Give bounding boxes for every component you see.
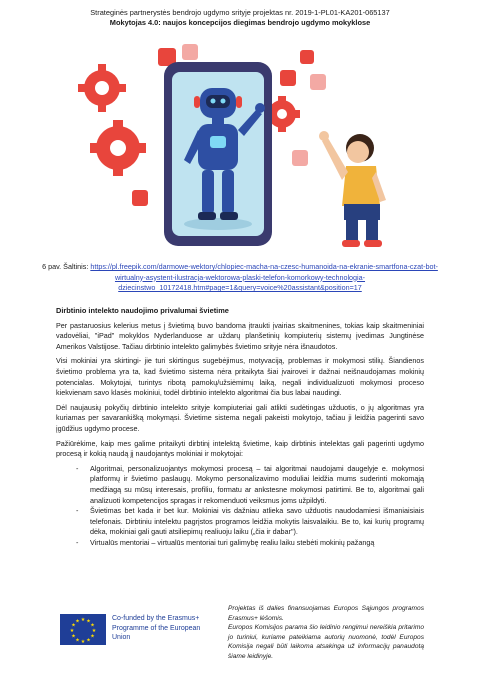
document-header	[0, 8, 480, 28]
app-tile-icon	[300, 50, 314, 64]
svg-text:★: ★	[90, 633, 95, 640]
app-tile-icon	[310, 74, 326, 90]
app-tile-icon	[182, 44, 198, 60]
page-footer	[0, 602, 480, 679]
project-title: Mokytojas 4.0: naujos koncepcijos diegimas bendrojo ugdymo mokyklose	[109, 18, 371, 27]
eu-flag-icon	[60, 614, 106, 645]
source-link[interactable]: https://pl.freepik.com/darmowe-wektory/chlopiec-macha-na-czesc-humanoida-na-ekranie-smartfona-czat-bot-wirtualny-asystent-ilustracja-wektorowa-plaski-telefon-komorkowy-technologia-dziecinstwo_10172418.htm#page=1&query=voice%20assistant&position=17	[90, 262, 438, 292]
svg-text:★: ★	[91, 628, 97, 634]
svg-text:★: ★	[80, 617, 86, 623]
robot-phone-illustration	[60, 40, 420, 258]
paragraph: Pažiūrėkime, kaip mes galime pritaikyti dirbtinį intelektą švietime, kaip dirbtinis intelektas gali pagerinti ugdymo procesą ir kokią naudą jį naudojantys mokiniai ir mokytojai:	[56, 438, 424, 459]
list-item: - Švietimas bet kada ir bet kur. Mokiniai vis dažniau atlieka savo užduotis naudodamiesi išmaniaisiais telefonais. Dirbtiniu intelektu pagrįstos programos leidžia mokytis laisvalaikiu. Be to, kai kurių programų dėka, mokiniai gali gauti atsiliepimų realiuoju laiku („čia ir dabar").	[90, 506, 424, 538]
svg-text:★: ★	[80, 639, 86, 645]
app-tile-icon	[280, 70, 296, 86]
svg-text:★: ★	[90, 622, 95, 629]
svg-text:★: ★	[75, 637, 80, 644]
funding-disclaimer	[228, 604, 424, 662]
list-item: - Algoritmai, personalizuojantys mokymosi procesą – tai algoritmai naudojami daugelyje e. mokymosi platformų ir švietimo paslaugų. Mokymo personalizavimo moduliai leidžia mums suderinti mokomąją medžiagą su mūsų interesais, profiliu, formatu ar ankstesne mokymosi patirtimi. Be to, algoritmai gali analizuoti kompetencijos spragas ir rekomenduoti veiksmus joms užpildyti.	[90, 464, 424, 506]
disclaimer-note: Europos Komisijos parama šio leidinio rengimui nereiškia pritarimo jo turiniui, kuriame pateikiama autorių nuomonė, todėl Europos Komisija negali būti laikoma atsakinga už informacijų panaudotą šiame leidinyje.	[228, 624, 424, 660]
eu-cofunded-text: Co-funded by the Erasmus+ Programme of the European Union	[112, 615, 201, 641]
section-heading: Dirbtinio intelekto naudojimo privalumai švietime	[56, 306, 229, 315]
paragraph: Per pastaruosius kelerius metus į švietimą buvo bandoma įtraukti įvairias skaitmenines, tokias kaip skaitmeniniai vadovėliai, "iPad" mokyklos Nyderlanduose ar uždarų planšetinių kompiuterių sistemų įvedimas Jungtinėse Amerikos Valstijose. Tačiau dirbtinio intelekto galimybės švietimo srityje nėra išnaudotos.	[56, 320, 424, 351]
paragraph: Visi mokiniai yra skirtingi- jie turi skirtingus sugebėjimus, motyvaciją, problemas ir mokymosi stilių. Šiandienos švietimo problema yra ta, kad švietimo sistema nėra pritaikyta šiai įvairovei ir dažnai neišnaudojamas mokinių potencialas. Mokytojai, turintys ribotą pamokų/užsiėmimų laiką, negali individualizuoti mokymosi proceso kiekvienam savo klasės mokiniui, todėl dirbtinio intelekto algoritmai čia bus labai naudingi.	[56, 356, 424, 398]
caption-prefix: 6 pav. Šaltinis:	[42, 262, 91, 271]
svg-text:★: ★	[86, 637, 91, 644]
figure-caption	[40, 262, 440, 294]
child-figure	[319, 131, 386, 247]
svg-text:★: ★	[71, 633, 76, 640]
paragraph: Dėl naujausių pokyčių dirbtinio intelekto srityje kompiuteriai gali atlikti sudėtingas užduotis, o jų algoritmas yra kuriamas per savarankišką mokymąsi. Švietime sistema negali pakeisti mokytojo, tačiau ji leidžia pagerinti savo įgūdžius ugdymo procese.	[56, 402, 424, 433]
list-item: - Virtualūs mentoriai – virtualūs mentoriai turi galimybę realiu laiku stebėti mokinių pažangą	[90, 538, 424, 549]
benefits-list	[56, 464, 424, 549]
svg-text:★: ★	[71, 622, 76, 629]
funding-note: Projektas iš dalies finansuojamas Europos Sąjungos programos Erasmus+ lėšomis.	[228, 605, 424, 622]
svg-text:★: ★	[86, 618, 91, 625]
article-body	[56, 306, 424, 548]
svg-text:★: ★	[69, 628, 75, 634]
project-line: Strateginės partnerystės bendrojo ugdymo srityje projektas nr. 2019-1-PL01-KA201-065137	[90, 8, 390, 17]
app-tile-icon	[292, 150, 308, 166]
app-tile-icon	[132, 190, 148, 206]
svg-text:★: ★	[75, 618, 80, 625]
